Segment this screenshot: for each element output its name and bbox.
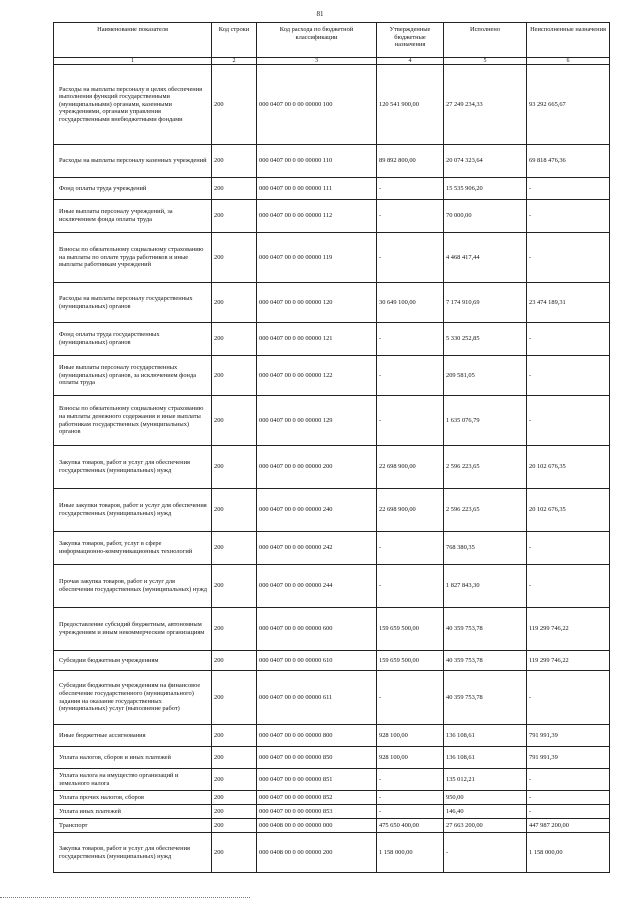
row-unexecuted: 791 991,39 xyxy=(527,725,610,747)
row-executed: 40 359 753,78 xyxy=(444,671,527,725)
table-row xyxy=(54,671,610,725)
row-approved: - xyxy=(377,769,444,791)
row-name: Закупка товаров, работ и услуг для обеспечения государственных (муниципальных) нужд xyxy=(54,446,212,489)
row-line-code: 200 xyxy=(212,608,257,651)
table-row xyxy=(54,233,610,283)
header-line-code: Код строки xyxy=(212,23,257,58)
row-budget-code: 000 0407 00 0 00 00000 853 xyxy=(257,805,377,819)
table-row xyxy=(54,651,610,671)
row-executed: 1 827 843,30 xyxy=(444,565,527,608)
row-executed: 27 663 200,00 xyxy=(444,819,527,833)
row-unexecuted: 1 158 000,00 xyxy=(527,833,610,873)
row-name: Иные бюджетные ассигнования xyxy=(54,725,212,747)
header-executed: Исполнено xyxy=(444,23,527,58)
row-line-code: 200 xyxy=(212,178,257,200)
row-line-code: 200 xyxy=(212,145,257,178)
table-row xyxy=(54,805,610,819)
row-approved: - xyxy=(377,671,444,725)
row-executed: 209 581,05 xyxy=(444,356,527,396)
table-row xyxy=(54,323,610,356)
row-name: Взносы по обязательному социальному страхованию на выплаты денежного содержания и иные выплаты работникам государственных (муниципальных) органов xyxy=(54,396,212,446)
row-line-code: 200 xyxy=(212,747,257,769)
row-executed: 5 330 252,85 xyxy=(444,323,527,356)
row-line-code: 200 xyxy=(212,356,257,396)
row-budget-code: 000 0407 00 0 00 00000 600 xyxy=(257,608,377,651)
row-unexecuted: - xyxy=(527,805,610,819)
row-unexecuted: 23 474 189,31 xyxy=(527,283,610,323)
header-name: Наименование показателя xyxy=(54,23,212,58)
table-row xyxy=(54,565,610,608)
row-unexecuted: - xyxy=(527,356,610,396)
row-line-code: 200 xyxy=(212,396,257,446)
table-row xyxy=(54,283,610,323)
row-name: Субсидии бюджетным учреждениям xyxy=(54,651,212,671)
row-unexecuted: 20 102 676,35 xyxy=(527,489,610,532)
row-executed: 135 012,21 xyxy=(444,769,527,791)
row-budget-code: 000 0407 00 0 00 00000 129 xyxy=(257,396,377,446)
row-budget-code: 000 0407 00 0 00 00000 244 xyxy=(257,565,377,608)
row-line-code: 200 xyxy=(212,565,257,608)
row-approved: - xyxy=(377,178,444,200)
row-line-code: 200 xyxy=(212,489,257,532)
row-name: Расходы на выплаты персоналу государственных (муниципальных) органов xyxy=(54,283,212,323)
budget-table xyxy=(53,22,610,873)
row-executed: 136 108,61 xyxy=(444,725,527,747)
header-budget-code: Код расхода по бюджетной классификации xyxy=(257,23,377,58)
row-budget-code: 000 0407 00 0 00 00000 110 xyxy=(257,145,377,178)
row-name: Предоставление субсидий бюджетным, автономным учреждениям и иным некоммерческим организациям xyxy=(54,608,212,651)
header-approved: Утвержденные бюджетные назначения xyxy=(377,23,444,58)
row-name: Закупка товаров, работ, услуг в сфере информационно-коммуникационных технологий xyxy=(54,532,212,565)
row-budget-code: 000 0407 00 0 00 00000 200 xyxy=(257,446,377,489)
row-unexecuted: - xyxy=(527,791,610,805)
header-row xyxy=(54,23,610,58)
table-row xyxy=(54,145,610,178)
row-line-code: 200 xyxy=(212,200,257,233)
row-name: Фонд оплаты труда государственных (муниципальных) органов xyxy=(54,323,212,356)
table-row xyxy=(54,65,610,145)
table-row xyxy=(54,608,610,651)
page-number: 81 xyxy=(316,10,324,18)
row-line-code: 200 xyxy=(212,532,257,565)
table-row xyxy=(54,769,610,791)
row-budget-code: 000 0407 00 0 00 00000 610 xyxy=(257,651,377,671)
table-row xyxy=(54,833,610,873)
row-line-code: 200 xyxy=(212,65,257,145)
row-budget-code: 000 0407 00 0 00 00000 119 xyxy=(257,233,377,283)
table-row xyxy=(54,396,610,446)
row-budget-code: 000 0408 00 0 00 00000 200 xyxy=(257,833,377,873)
row-approved: 928 100,00 xyxy=(377,725,444,747)
row-budget-code: 000 0407 00 0 00 00000 120 xyxy=(257,283,377,323)
row-budget-code: 000 0407 00 0 00 00000 121 xyxy=(257,323,377,356)
row-unexecuted: - xyxy=(527,671,610,725)
row-name: Уплата налога на имущество организаций и земельного налога xyxy=(54,769,212,791)
row-executed: 768 380,35 xyxy=(444,532,527,565)
column-number: 5 xyxy=(444,58,527,65)
table-row xyxy=(54,791,610,805)
row-executed: 4 468 417,44 xyxy=(444,233,527,283)
row-unexecuted: - xyxy=(527,769,610,791)
bottom-rule xyxy=(0,897,250,898)
table-row xyxy=(54,446,610,489)
row-executed: - xyxy=(444,833,527,873)
row-approved: 89 892 800,00 xyxy=(377,145,444,178)
row-line-code: 200 xyxy=(212,651,257,671)
row-name: Фонд оплаты труда учреждений xyxy=(54,178,212,200)
row-unexecuted: - xyxy=(527,396,610,446)
row-unexecuted: - xyxy=(527,323,610,356)
row-executed: 146,40 xyxy=(444,805,527,819)
row-approved: - xyxy=(377,356,444,396)
column-number: 1 xyxy=(54,58,212,65)
row-budget-code: 000 0408 00 0 00 00000 000 xyxy=(257,819,377,833)
row-line-code: 200 xyxy=(212,819,257,833)
row-unexecuted: 447 987 200,00 xyxy=(527,819,610,833)
row-approved: - xyxy=(377,233,444,283)
row-approved: 159 659 500,00 xyxy=(377,651,444,671)
row-line-code: 200 xyxy=(212,769,257,791)
row-name: Уплата налогов, сборов и иных платежей xyxy=(54,747,212,769)
row-approved: 22 698 900,00 xyxy=(377,489,444,532)
column-number: 3 xyxy=(257,58,377,65)
row-budget-code: 000 0407 00 0 00 00000 852 xyxy=(257,791,377,805)
row-unexecuted: - xyxy=(527,200,610,233)
row-budget-code: 000 0407 00 0 00 00000 611 xyxy=(257,671,377,725)
row-unexecuted: 93 292 665,67 xyxy=(527,65,610,145)
row-executed: 40 359 753,78 xyxy=(444,651,527,671)
row-name: Закупка товаров, работ и услуг для обеспечения государственных (муниципальных) нужд xyxy=(54,833,212,873)
row-approved: - xyxy=(377,323,444,356)
row-name: Иные закупки товаров, работ и услуг для обеспечения государственных (муниципальных) нужд xyxy=(54,489,212,532)
table-row xyxy=(54,532,610,565)
row-unexecuted: 119 299 746,22 xyxy=(527,651,610,671)
row-budget-code: 000 0407 00 0 00 00000 111 xyxy=(257,178,377,200)
row-budget-code: 000 0407 00 0 00 00000 122 xyxy=(257,356,377,396)
row-budget-code: 000 0407 00 0 00 00000 112 xyxy=(257,200,377,233)
row-executed: 40 359 753,78 xyxy=(444,608,527,651)
row-unexecuted: 69 818 476,36 xyxy=(527,145,610,178)
row-approved: - xyxy=(377,805,444,819)
row-approved: 22 698 900,00 xyxy=(377,446,444,489)
row-line-code: 200 xyxy=(212,323,257,356)
header-unexecuted: Неисполненные назначения xyxy=(527,23,610,58)
row-approved: 30 649 100,00 xyxy=(377,283,444,323)
row-executed: 2 596 223,65 xyxy=(444,446,527,489)
row-line-code: 200 xyxy=(212,233,257,283)
row-approved: 475 650 400,00 xyxy=(377,819,444,833)
row-executed: 20 074 323,64 xyxy=(444,145,527,178)
table-row xyxy=(54,725,610,747)
row-executed: 1 635 076,79 xyxy=(444,396,527,446)
row-line-code: 200 xyxy=(212,671,257,725)
row-name: Субсидии бюджетным учреждениям на финансовое обеспечение государственного (муниципального) задания на оказание государственных (муниципальных) услуг (выполнение работ) xyxy=(54,671,212,725)
row-executed: 27 249 234,33 xyxy=(444,65,527,145)
row-unexecuted: 791 991,39 xyxy=(527,747,610,769)
row-name: Транспорт xyxy=(54,819,212,833)
row-approved: - xyxy=(377,791,444,805)
table-row xyxy=(54,200,610,233)
row-budget-code: 000 0407 00 0 00 00000 100 xyxy=(257,65,377,145)
row-unexecuted: - xyxy=(527,233,610,283)
row-name: Взносы по обязательному социальному страхованию на выплаты по оплате труда работников и иные выплаты работникам учреждений xyxy=(54,233,212,283)
row-budget-code: 000 0407 00 0 00 00000 800 xyxy=(257,725,377,747)
table-row xyxy=(54,819,610,833)
row-name: Иные выплаты персоналу государственных (муниципальных) органов, за исключением фонда оплаты труда xyxy=(54,356,212,396)
row-unexecuted: - xyxy=(527,565,610,608)
row-budget-code: 000 0407 00 0 00 00000 240 xyxy=(257,489,377,532)
row-executed: 70 000,00 xyxy=(444,200,527,233)
row-line-code: 200 xyxy=(212,833,257,873)
row-name: Иные выплаты персоналу учреждений, за исключением фонда оплаты труда xyxy=(54,200,212,233)
table-row xyxy=(54,356,610,396)
row-name: Уплата прочих налогов, сборов xyxy=(54,791,212,805)
row-approved: - xyxy=(377,565,444,608)
row-unexecuted: 20 102 676,35 xyxy=(527,446,610,489)
row-approved: - xyxy=(377,200,444,233)
table-row xyxy=(54,178,610,200)
row-line-code: 200 xyxy=(212,283,257,323)
column-number: 2 xyxy=(212,58,257,65)
column-number-row xyxy=(54,58,610,65)
row-executed: 136 108,61 xyxy=(444,747,527,769)
row-executed: 7 174 910,69 xyxy=(444,283,527,323)
row-approved: 120 541 900,00 xyxy=(377,65,444,145)
row-executed: 2 596 223,65 xyxy=(444,489,527,532)
column-number: 6 xyxy=(527,58,610,65)
row-name: Прочая закупка товаров, работ и услуг для обеспечения государственных (муниципальных) нужд xyxy=(54,565,212,608)
row-line-code: 200 xyxy=(212,805,257,819)
row-approved: 928 100,00 xyxy=(377,747,444,769)
row-budget-code: 000 0407 00 0 00 00000 850 xyxy=(257,747,377,769)
row-line-code: 200 xyxy=(212,446,257,489)
row-name: Уплата иных платежей xyxy=(54,805,212,819)
row-executed: 15 535 906,20 xyxy=(444,178,527,200)
row-name: Расходы на выплаты персоналу в целях обеспечения выполнения функций государственными (муниципальными) органами, казенными учреждениями, органами управления государственными внебюджетными фондами xyxy=(54,65,212,145)
row-line-code: 200 xyxy=(212,725,257,747)
row-approved: - xyxy=(377,532,444,565)
table-row xyxy=(54,489,610,532)
row-unexecuted: - xyxy=(527,178,610,200)
row-approved: - xyxy=(377,396,444,446)
row-budget-code: 000 0407 00 0 00 00000 851 xyxy=(257,769,377,791)
row-name: Расходы на выплаты персоналу казенных учреждений xyxy=(54,145,212,178)
row-executed: 950,00 xyxy=(444,791,527,805)
row-line-code: 200 xyxy=(212,791,257,805)
row-approved: 159 659 500,00 xyxy=(377,608,444,651)
table-row xyxy=(54,747,610,769)
row-unexecuted: 119 299 746,22 xyxy=(527,608,610,651)
row-unexecuted: - xyxy=(527,532,610,565)
column-number: 4 xyxy=(377,58,444,65)
row-approved: 1 158 000,00 xyxy=(377,833,444,873)
row-budget-code: 000 0407 00 0 00 00000 242 xyxy=(257,532,377,565)
